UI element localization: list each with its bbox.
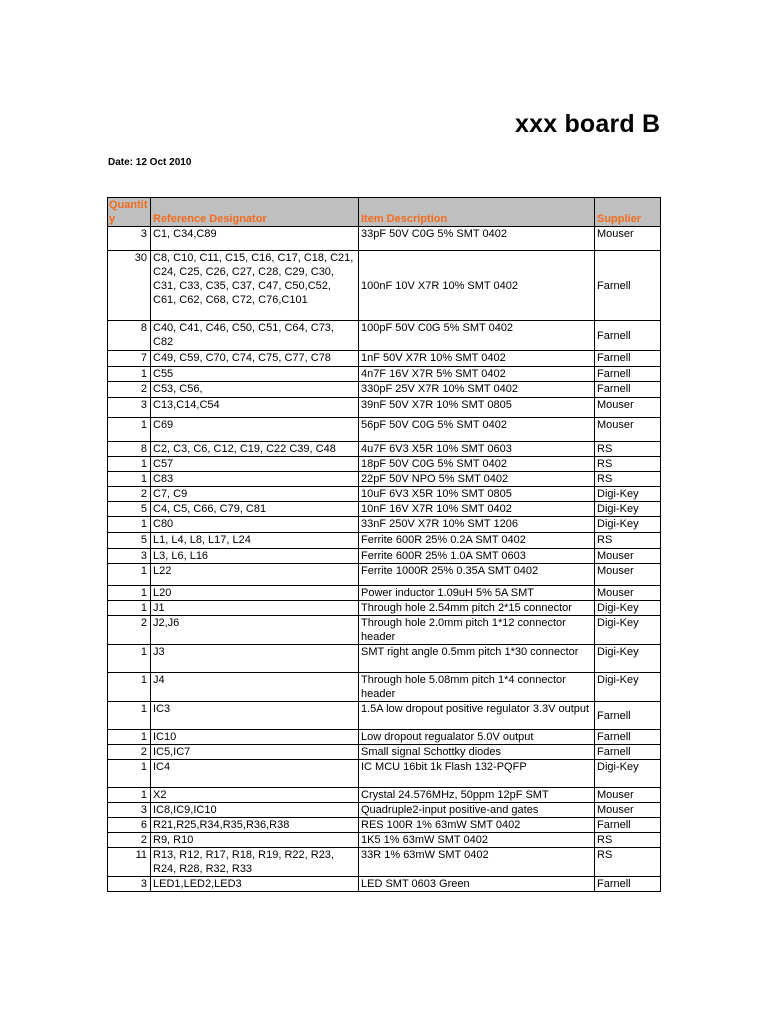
cell-supplier: Mouser (595, 418, 661, 442)
table-row (108, 549, 661, 564)
cell-supplier: RS (595, 472, 661, 487)
cell-reference: LED1,LED2,LED3 (151, 877, 359, 892)
cell-quantity: 8 (108, 321, 151, 351)
cell-reference: C49, C59, C70, C74, C75, C77, C78 (151, 351, 359, 367)
table-row (108, 321, 661, 351)
cell-description: 33pF 50V C0G 5% SMT 0402 (359, 227, 595, 251)
cell-reference: IC8,IC9,IC10 (151, 803, 359, 818)
cell-reference: C57 (151, 457, 359, 472)
cell-description: Ferrite 1000R 25% 0.35A SMT 0402 (359, 564, 595, 586)
cell-reference: IC5,IC7 (151, 745, 359, 760)
column-header-description: Item Description (359, 198, 595, 227)
cell-description: 39nF 50V X7R 10% SMT 0805 (359, 398, 595, 418)
cell-quantity: 3 (108, 803, 151, 818)
table-body (108, 227, 661, 892)
cell-description: Power inductor 1.09uH 5% 5A SMT (359, 586, 595, 601)
cell-supplier: Digi-Key (595, 673, 661, 702)
cell-quantity: 1 (108, 601, 151, 616)
cell-description: 1.5A low dropout positive regulator 3.3V output (359, 702, 595, 730)
table-row (108, 673, 661, 702)
cell-description: 100nF 10V X7R 10% SMT 0402 (359, 251, 595, 321)
cell-quantity: 1 (108, 457, 151, 472)
cell-quantity: 6 (108, 818, 151, 833)
cell-supplier: Digi-Key (595, 616, 661, 645)
table-row (108, 351, 661, 367)
cell-quantity: 30 (108, 251, 151, 321)
cell-description: SMT right angle 0.5mm pitch 1*30 connector (359, 645, 595, 673)
cell-supplier: Farnell (595, 351, 661, 367)
cell-supplier: RS (595, 833, 661, 848)
cell-reference: L20 (151, 586, 359, 601)
cell-supplier: Farnell (595, 321, 661, 351)
cell-quantity: 2 (108, 833, 151, 848)
cell-description: 1nF 50V X7R 10% SMT 0402 (359, 351, 595, 367)
cell-quantity: 5 (108, 533, 151, 549)
cell-description: 10nF 16V X7R 10% SMT 0402 (359, 502, 595, 517)
cell-description: 330pF 25V X7R 10% SMT 0402 (359, 382, 595, 398)
cell-reference: C8, C10, C11, C15, C16, C17, C18, C21, C24, C25, C26, C27, C28, C29, C30, C31, C33, C35, C37, C47, C50,C52, C61, C62, C68, C72, C76,C101 (151, 251, 359, 321)
cell-quantity: 3 (108, 227, 151, 251)
cell-supplier: RS (595, 533, 661, 549)
cell-supplier: Farnell (595, 730, 661, 745)
cell-supplier: Farnell (595, 251, 661, 321)
table-row (108, 487, 661, 502)
cell-description: 4u7F 6V3 X5R 10% SMT 0603 (359, 442, 595, 457)
cell-supplier: Digi-Key (595, 517, 661, 533)
table-row (108, 877, 661, 892)
cell-quantity: 1 (108, 418, 151, 442)
column-header-supplier: Supplier (595, 198, 661, 227)
cell-quantity: 1 (108, 760, 151, 788)
cell-description: Through hole 2.0mm pitch 1*12 connector header (359, 616, 595, 645)
cell-supplier: Mouser (595, 549, 661, 564)
column-header-quantity: Quantity (108, 198, 151, 227)
cell-reference: C55 (151, 367, 359, 382)
table-row (108, 367, 661, 382)
cell-supplier: Mouser (595, 803, 661, 818)
cell-supplier: Mouser (595, 564, 661, 586)
cell-supplier: Mouser (595, 227, 661, 251)
table-row (108, 645, 661, 673)
cell-supplier: Farnell (595, 745, 661, 760)
table-row (108, 586, 661, 601)
cell-quantity: 8 (108, 442, 151, 457)
cell-description: Through hole 5.08mm pitch 1*4 connector header (359, 673, 595, 702)
cell-reference: L1, L4, L8, L17, L24 (151, 533, 359, 549)
table-row (108, 833, 661, 848)
cell-quantity: 2 (108, 487, 151, 502)
cell-supplier: Farnell (595, 367, 661, 382)
cell-description: Ferrite 600R 25% 0.2A SMT 0402 (359, 533, 595, 549)
cell-quantity: 2 (108, 745, 151, 760)
cell-quantity: 2 (108, 382, 151, 398)
cell-description: 100pF 50V C0G 5% SMT 0402 (359, 321, 595, 351)
table-row (108, 442, 661, 457)
table-row (108, 472, 661, 487)
cell-description: Through hole 2.54mm pitch 2*15 connector (359, 601, 595, 616)
cell-supplier: Mouser (595, 586, 661, 601)
cell-reference: R13, R12, R17, R18, R19, R22, R23, R24, R28, R32, R33 (151, 848, 359, 877)
cell-description: Small signal Schottky diodes (359, 745, 595, 760)
bom-table (107, 197, 661, 892)
cell-description: 10uF 6V3 X5R 10% SMT 0805 (359, 487, 595, 502)
cell-quantity: 1 (108, 564, 151, 586)
cell-reference: IC3 (151, 702, 359, 730)
cell-quantity: 2 (108, 616, 151, 645)
cell-supplier: Farnell (595, 818, 661, 833)
cell-reference: C13,C14,C54 (151, 398, 359, 418)
table-row (108, 517, 661, 533)
cell-supplier: RS (595, 457, 661, 472)
cell-reference: C53, C56, (151, 382, 359, 398)
cell-supplier: Farnell (595, 382, 661, 398)
cell-supplier: Digi-Key (595, 645, 661, 673)
cell-reference: C2, C3, C6, C12, C19, C22 C39, C48 (151, 442, 359, 457)
table-row (108, 601, 661, 616)
cell-reference: L3, L6, L16 (151, 549, 359, 564)
cell-description: LED SMT 0603 Green (359, 877, 595, 892)
cell-reference: C69 (151, 418, 359, 442)
cell-supplier: Digi-Key (595, 502, 661, 517)
cell-supplier: Mouser (595, 398, 661, 418)
table-row (108, 564, 661, 586)
document-title: xxx board B (515, 110, 661, 138)
cell-reference: R21,R25,R34,R35,R36,R38 (151, 818, 359, 833)
cell-reference: C7, C9 (151, 487, 359, 502)
cell-supplier: RS (595, 442, 661, 457)
table-row (108, 745, 661, 760)
cell-quantity: 3 (108, 549, 151, 564)
table-row (108, 760, 661, 788)
cell-reference: J4 (151, 673, 359, 702)
cell-quantity: 1 (108, 673, 151, 702)
cell-reference: IC10 (151, 730, 359, 745)
cell-quantity: 7 (108, 351, 151, 367)
cell-quantity: 1 (108, 472, 151, 487)
cell-description: Ferrite 600R 25% 1.0A SMT 0603 (359, 549, 595, 564)
table-row (108, 457, 661, 472)
table-row (108, 418, 661, 442)
table-row (108, 502, 661, 517)
cell-description: 4n7F 16V X7R 5% SMT 0402 (359, 367, 595, 382)
cell-quantity: 1 (108, 645, 151, 673)
cell-reference: J3 (151, 645, 359, 673)
cell-quantity: 3 (108, 398, 151, 418)
cell-description: RES 100R 1% 63mW SMT 0402 (359, 818, 595, 833)
table-row (108, 818, 661, 833)
column-header-reference: Reference Designator (151, 198, 359, 227)
table-row (108, 398, 661, 418)
cell-supplier: Farnell (595, 702, 661, 730)
table-row (108, 702, 661, 730)
cell-description: Crystal 24.576MHz, 50ppm 12pF SMT (359, 788, 595, 803)
cell-supplier: Farnell (595, 877, 661, 892)
cell-description: Quadruple2-input positive-and gates (359, 803, 595, 818)
table-row (108, 730, 661, 745)
cell-reference: L22 (151, 564, 359, 586)
cell-quantity: 5 (108, 502, 151, 517)
table-row (108, 533, 661, 549)
cell-description: 18pF 50V C0G 5% SMT 0402 (359, 457, 595, 472)
cell-supplier: Mouser (595, 788, 661, 803)
table-row (108, 251, 661, 321)
cell-quantity: 1 (108, 517, 151, 533)
table-row (108, 616, 661, 645)
cell-quantity: 1 (108, 730, 151, 745)
cell-reference: C83 (151, 472, 359, 487)
cell-description: 33nF 250V X7R 10% SMT 1206 (359, 517, 595, 533)
cell-reference: IC4 (151, 760, 359, 788)
cell-reference: C4, C5, C66, C79, C81 (151, 502, 359, 517)
table-header-row (108, 198, 661, 227)
cell-reference: C1, C34,C89 (151, 227, 359, 251)
cell-description: 56pF 50V C0G 5% SMT 0402 (359, 418, 595, 442)
table-row (108, 848, 661, 877)
table-row (108, 788, 661, 803)
cell-quantity: 1 (108, 788, 151, 803)
table-row (108, 227, 661, 251)
cell-quantity: 11 (108, 848, 151, 877)
table-row (108, 382, 661, 398)
cell-description: 22pF 50V NPO 5% SMT 0402 (359, 472, 595, 487)
cell-description: 1K5 1% 63mW SMT 0402 (359, 833, 595, 848)
cell-supplier: Digi-Key (595, 760, 661, 788)
cell-reference: J2,J6 (151, 616, 359, 645)
cell-supplier: Digi-Key (595, 487, 661, 502)
document-date: Date: 12 Oct 2010 (108, 157, 192, 168)
cell-description: IC MCU 16bit 1k Flash 132-PQFP (359, 760, 595, 788)
cell-quantity: 1 (108, 367, 151, 382)
cell-description: 33R 1% 63mW SMT 0402 (359, 848, 595, 877)
cell-quantity: 1 (108, 586, 151, 601)
cell-reference: C40, C41, C46, C50, C51, C64, C73, C82 (151, 321, 359, 351)
table-row (108, 803, 661, 818)
cell-reference: R9, R10 (151, 833, 359, 848)
cell-supplier: RS (595, 848, 661, 877)
cell-quantity: 1 (108, 702, 151, 730)
cell-supplier: Digi-Key (595, 601, 661, 616)
cell-quantity: 3 (108, 877, 151, 892)
cell-reference: J1 (151, 601, 359, 616)
cell-description: Low dropout regualator 5.0V output (359, 730, 595, 745)
cell-reference: X2 (151, 788, 359, 803)
cell-reference: C80 (151, 517, 359, 533)
